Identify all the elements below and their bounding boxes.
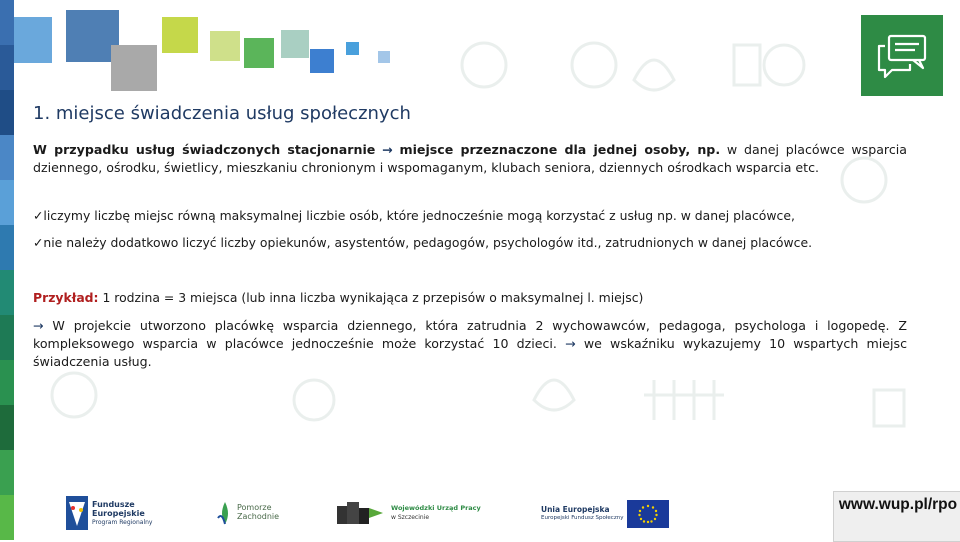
intro-bold-text: W przypadku usług świadczonych stacjonarnie (33, 142, 376, 157)
left-color-strip (0, 0, 14, 540)
ue-line2: Europejski Fundusz Społeczny (541, 515, 624, 521)
fundusze-europejskie-logo (66, 496, 152, 530)
arrow-icon: → (33, 318, 44, 333)
chat-bubble-panel (861, 15, 943, 96)
website-url[interactable]: www.wup.pl/rpo (838, 496, 958, 513)
fe-line2: Europejskie (92, 508, 145, 518)
eu-flag-icon (627, 500, 669, 528)
bullet-text: nie należy dodatkowo liczyć liczby opiekunów, asystentów, pedagogów, psychologów itd., zatrudnionych w danej placówce. (43, 235, 813, 250)
project-text: W projekcie utworzono placówkę wsparcia dziennego, która zatrudnia 2 wychowawców, pedagoga, psychologa i logopedę. Z kompleksowego wsparcia w placówce jednocześnie może korzystać 10 dzieci. (33, 318, 907, 351)
ue-line1: Unia Europejska (541, 505, 610, 514)
project-result-text: we wskaźniku wykazujemy 10 wspartych miejsc świadczenia usług. (33, 336, 907, 369)
bullet-item (33, 207, 913, 225)
wup-line2: w Szczecinie (391, 514, 430, 521)
fe-emblem-icon (66, 496, 88, 530)
fe-line1: Fundusze (92, 499, 135, 509)
checkmark-icon: ✓ (33, 235, 44, 250)
pomorze-line2: Zachodnie (237, 512, 280, 521)
footer-logos (0, 488, 960, 540)
example-label: Przykład: (33, 290, 99, 305)
chat-bubbles-icon (875, 32, 929, 80)
intro-bold-text-2: miejsce przeznaczone dla jednej osoby, np. (399, 142, 721, 157)
intro-rest-text: w danej placówce wsparcia dziennego, ośrodku, świetlicy, mieszkaniu chronionym i wspomaganym, klubach seniora, dziennych ośrodkach wsparcia etc. (33, 142, 907, 175)
example-line (33, 289, 643, 307)
example-text: 1 rodzina = 3 miejsca (lub inna liczba wynikająca z przepisów o maksymalnej l. miejsc) (98, 290, 644, 305)
project-paragraph (33, 317, 907, 371)
unia-europejska-logo (541, 500, 669, 528)
arrow-icon: → (382, 142, 393, 157)
wup-logo (337, 500, 481, 526)
bullet-item (33, 234, 913, 252)
arrow-icon: → (565, 336, 576, 351)
slide-title: 1. miejsce świadczenia usług społecznych (33, 103, 411, 124)
wup-line1: Wojewódzki Urząd Pracy (391, 504, 481, 512)
pomorze-line1: Pomorze (237, 503, 272, 512)
checkmark-icon: ✓ (33, 208, 44, 223)
fe-line3: Program Regionalny (92, 518, 153, 526)
pomorze-emblem-icon (216, 498, 234, 526)
pomorze-zachodnie-logo (216, 498, 279, 526)
intro-paragraph (33, 141, 907, 177)
wup-emblem-icon (337, 500, 385, 526)
bullet-text: liczymy liczbę miejsc równą maksymalnej liczbie osób, które jednocześnie mogą korzystać z usług np. w danej placówce, (43, 208, 795, 223)
